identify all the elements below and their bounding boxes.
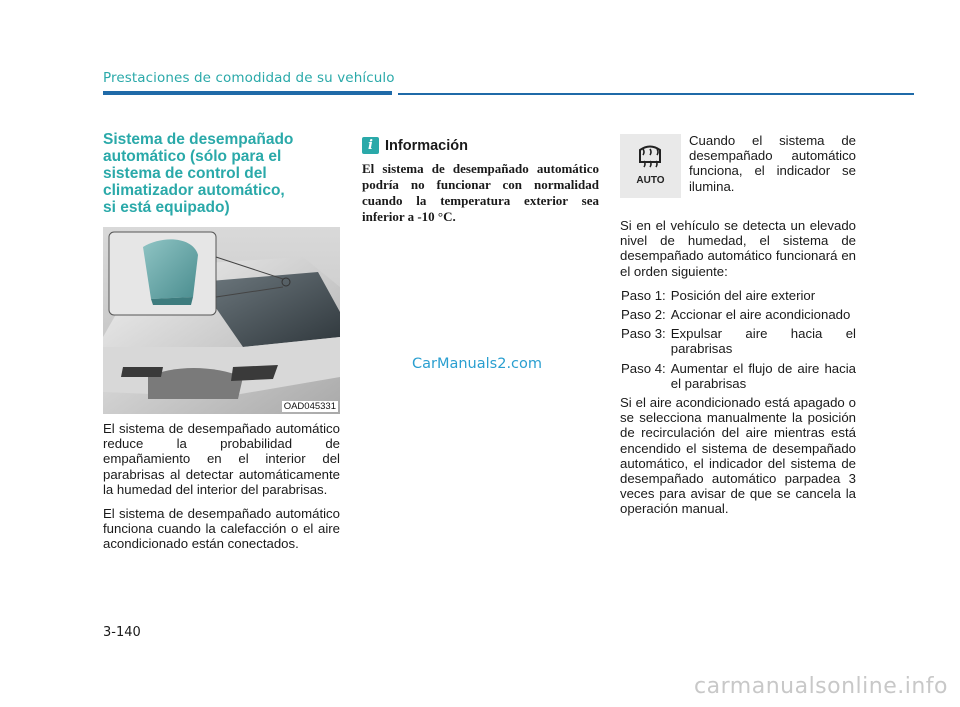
page-number: 3-140 <box>103 625 141 640</box>
heading-line: sistema de control del <box>103 165 267 182</box>
watermark-text: CarManuals2.com <box>412 356 543 372</box>
heading-line: si está equipado) <box>103 199 230 216</box>
step-label: Paso 4: <box>621 360 666 376</box>
heading-line: climatizador automático, <box>103 182 285 199</box>
defog-symbol <box>620 134 681 198</box>
step-text: Aumentar el flujo de aire hacia el parabrisas <box>670 360 856 391</box>
step-item <box>620 361 856 391</box>
step-text: Expulsar aire hacia el parabrisas <box>670 326 856 357</box>
section-header-title: Prestaciones de comodidad de su vehículo <box>103 70 395 86</box>
car-illustration <box>103 227 340 414</box>
footer-watermark: carmanualsonline.info <box>694 674 948 699</box>
info-icon: i <box>362 137 379 154</box>
step-item <box>620 307 856 322</box>
figure-code: OAD045331 <box>283 401 336 412</box>
car-windshield-sensor-figure <box>103 227 340 414</box>
description-column <box>103 421 340 561</box>
heading-line: automático (sólo para el <box>103 148 282 165</box>
info-header <box>362 137 599 154</box>
operation-column <box>620 218 856 526</box>
paragraph: El sistema de desempañado automático reduce la probabilidad de empañamiento en el interior del parabrisas al detectar automáticamente la humedad del interior del parabrisas. <box>103 421 340 497</box>
step-text: Posición del aire exterior <box>670 287 816 303</box>
step-label: Paso 1: <box>621 287 666 303</box>
step-label: Paso 2: <box>621 307 666 323</box>
section-heading <box>103 131 338 216</box>
auto-indicator-description: Cuando el sistema de desempañado automático funciona, el indicador se ilumina. <box>689 133 856 194</box>
info-body: El sistema de desempañado automático podría no funcionar con normalidad cuando la temperatura exterior sea inferior a -10 °C. <box>362 161 599 224</box>
header-rule-thin <box>398 93 914 95</box>
paragraph: El sistema de desempañado automático funciona cuando la calefacción o el aire acondicionado están conectados. <box>103 506 340 552</box>
step-text: Accionar el aire acondicionado <box>670 307 851 323</box>
information-note <box>362 137 599 225</box>
heading-line: Sistema de desempañado <box>103 131 294 148</box>
info-title: Información <box>385 137 468 154</box>
step-item <box>620 326 856 356</box>
step-item <box>620 288 856 303</box>
closing-paragraph: Si el aire acondicionado está apagado o se selecciona manualmente la posición de recirculación del aire mientras está encendido el sistema de desempañado automático, el indicador del sistema de desempañado automático parpadea 3 veces para avisar de que se cancela la operación manual. <box>620 395 856 517</box>
intro-paragraph: Si en el vehículo se detecta un elevado nivel de humedad, el sistema de desempañado automático funcionará en el orden siguiente: <box>620 218 856 279</box>
header-rule-thick <box>103 91 392 95</box>
auto-defog-icon <box>620 134 681 198</box>
auto-icon-label: AUTO <box>636 175 665 186</box>
step-label: Paso 3: <box>621 326 666 342</box>
